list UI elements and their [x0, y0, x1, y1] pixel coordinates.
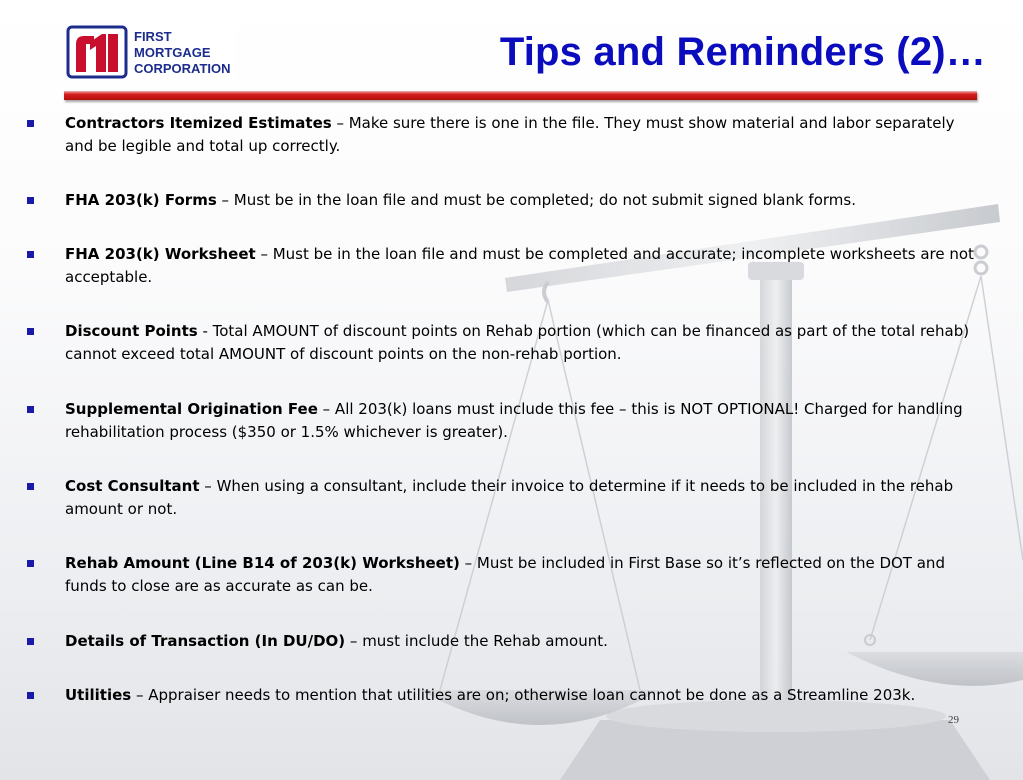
logo-line-1: FIRST [134, 29, 172, 44]
bullet-label: Contractors Itemized Estimates [65, 114, 332, 132]
bullet-label: Cost Consultant [65, 477, 200, 495]
bullet-label: Rehab Amount (Line B14 of 203(k) Worksheet) [65, 554, 460, 572]
square-bullet-icon [27, 692, 34, 699]
logo-line-3: CORPORATION [134, 61, 231, 76]
square-bullet-icon [27, 197, 34, 204]
title-divider [64, 91, 977, 100]
page-number: 29 [948, 714, 959, 726]
bullet-label: Supplemental Origination Fee [65, 400, 318, 418]
bullet-label: FHA 203(k) Worksheet [65, 245, 256, 263]
bullet-text: - Total AMOUNT of discount points on Rehab portion (which can be financed as part of the total rehab) cannot exceed total AMOUNT of discount points on the non-rehab portion. [65, 322, 970, 363]
bullet-text: – Must be in the loan file and must be completed and accurate; incomplete worksheets are not acceptable. [65, 245, 974, 286]
bullet-text: – When using a consultant, include their invoice to determine if it needs to be included in the rehab amount or not. [65, 477, 954, 518]
square-bullet-icon [27, 406, 34, 413]
bullet-label: Discount Points [65, 322, 198, 340]
bullet-text: – Make sure there is one in the file. They must show material and labor separately and be legible and total up correctly. [65, 114, 955, 155]
square-bullet-icon [27, 560, 34, 567]
bullet-text: – Appraiser needs to mention that utilities are on; otherwise loan cannot be done as a Streamline 203k. [131, 686, 916, 704]
company-logo [66, 24, 234, 80]
bullet-text: – Must be in the loan file and must be completed; do not submit signed blank forms. [216, 191, 856, 209]
square-bullet-icon [27, 483, 34, 490]
bullet-text: – All 203(k) loans must include this fee – this is NOT OPTIONAL! Charged for handling rehabilitation process ($350 or 1.5% whichever is greater). [65, 400, 963, 441]
slide-title: Tips and Reminders (2)… [499, 30, 986, 74]
bullet-text: – must include the Rehab amount. [345, 632, 608, 650]
logo-line-2: MORTGAGE [134, 45, 211, 60]
square-bullet-icon [27, 328, 34, 335]
square-bullet-icon [27, 638, 34, 645]
square-bullet-icon [27, 120, 34, 127]
bullet-label: Utilities [65, 686, 132, 704]
square-bullet-icon [27, 251, 34, 258]
bullet-label: FHA 203(k) Forms [65, 191, 217, 209]
bullet-text: – Must be included in First Base so it’s reflected on the DOT and funds to close are as accurate as can be. [65, 554, 945, 595]
bullet-label: Details of Transaction (In DU/DO) [65, 632, 346, 650]
